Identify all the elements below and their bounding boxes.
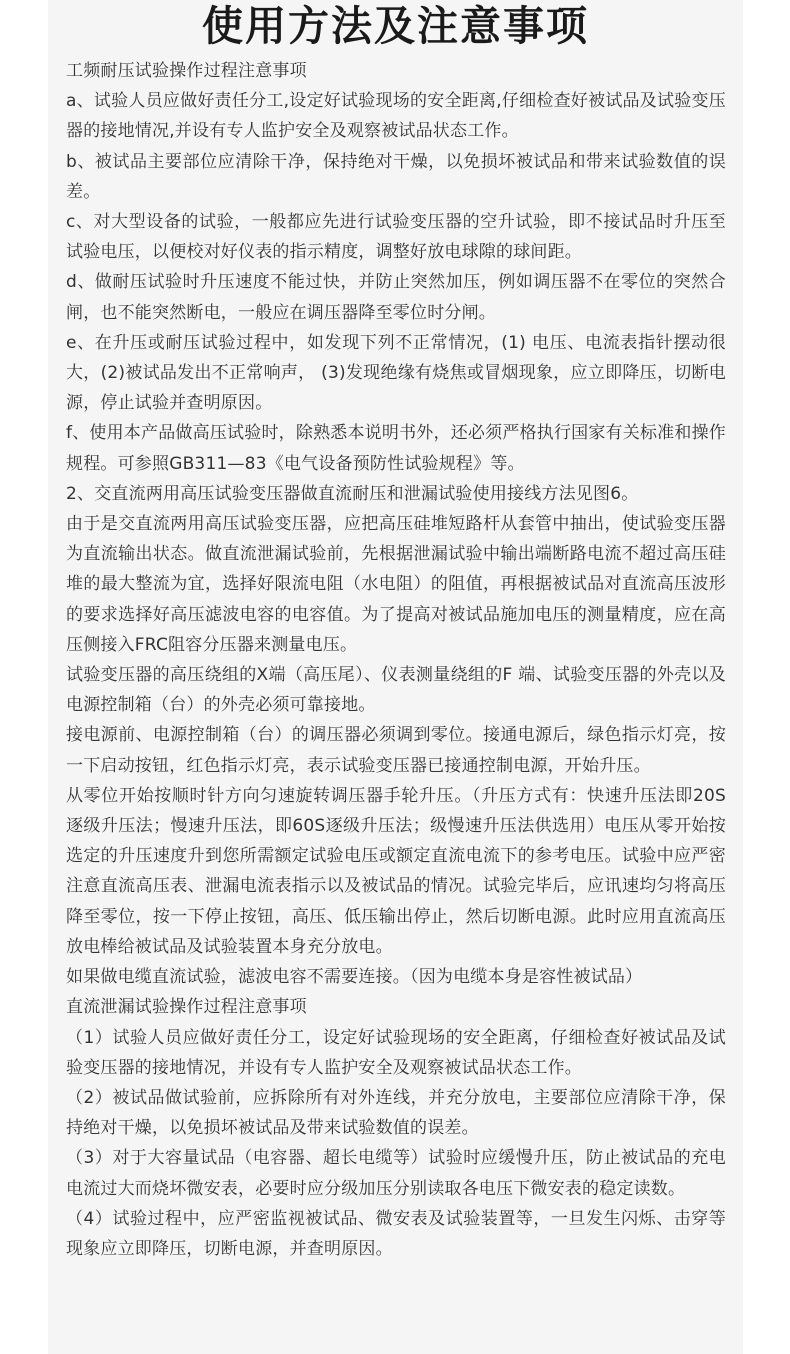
paragraph-item-b: b、被试品主要部位应清除干净，保持绝对干燥，以免损坏被试品和带来试验数值的误差。	[66, 151, 726, 202]
instructions-body	[66, 56, 726, 1264]
paragraph-dc-setup: 由于是交直流两用高压试验变压器，应把高压硅堆短路杆从套管中抽出，使试验变压器为直流输出状态。做直流泄漏试验前，先根据泄漏试验中输出端断路电流不超过高压硅堆的最大整流为宜，选择好限流电阻（水电阻）的阻值，再根据被试品对直流高压波形的要求选择好高压滤波电容的电容值。为了提高对被试品施加电压的测量精度，应在高压侧接入FRC阻容分压器来测量电压。	[66, 514, 726, 655]
paragraph-boost-procedure: 从零位开始按顺时针方向匀速旋转调压器手轮升压。（升压方式有：快速升压法即20S逐级升压法；慢速升压法，即60S逐级升压法；级慢速升压法供选用）电压从零开始按选定的升压速度升到您所需额定试验电压或额定直流电流下的参考电压。试验中应严密注意直流高压表、泄漏电流表指示以及被试品的情况。试验完毕后，应讯速均匀将高压降至零位，按一下停止按钮，高压、低压输出停止，然后切断电源。此时应用直流高压放电棒给被试品及试验装置本身充分放电。	[66, 785, 726, 957]
paragraph-item-a: a、试验人员应做好责任分工,设定好试验现场的安全距离,仔细检查好被试品及试验变压器的接地情况,并设有专人监护安全及观察被试品状态工作。	[66, 91, 726, 142]
paragraph-item-f: f、使用本产品做高压试验时，除熟悉本说明书外，还必须严格执行国家有关标准和操作规程。可参照GB311—83《电气设备预防性试验规程》等。	[66, 423, 726, 474]
paragraph-item-e: e、在升压或耐压试验过程中，如发现下列不正常情况，(1) 电压、电流表指针摆动很大，(2)被试品发出不正常响声， (3)发现绝缘有烧焦或冒烟现象，应立即降压，切断电源，停止试验并查明原因。	[66, 332, 726, 414]
page-title: 使用方法及注意事项	[202, 2, 589, 50]
paragraph-dc-item-3: （3）对于大容量试品（电容器、超长电缆等）试验时应缓慢升压，防止被试品的充电电流过大而烧坏微安表，必要时应分级加压分别读取各电压下微安表的稳定读数。	[66, 1148, 726, 1199]
paragraph-dc-item-4: （4）试验过程中，应严密监视被试品、微安表及试验装置等，一旦发生闪烁、击穿等现象应立即降压，切断电源，并查明原因。	[66, 1208, 726, 1259]
paragraph-dc-item-1: （1）试验人员应做好责任分工，设定好试验现场的安全距离，仔细检查好被试品及试验变压器的接地情况，并设有专人监护安全及观察被试品状态工作。	[66, 1027, 726, 1078]
paragraph-section-heading-dc: 直流泄漏试验操作过程注意事项	[66, 997, 307, 1018]
paragraph-dc-item-2: （2）被试品做试验前，应拆除所有对外连线，并充分放电，主要部位应清除干净，保持绝对干燥，以免损坏被试品及带来试验数值的误差。	[66, 1087, 726, 1139]
paragraph-cable-note: 如果做电缆直流试验，滤波电容不需要连接。（因为电缆本身是容性被试品）	[66, 967, 643, 988]
paragraph-grounding: 试验变压器的高压绕组的X端（高压尾）、仪表测量绕组的F 端、试验变压器的外壳以及电源控制箱（台）的外壳必须可靠接地。	[66, 665, 726, 716]
paragraph-section-heading-ac: 工频耐压试验操作过程注意事项	[66, 61, 307, 81]
paragraph-dc-wiring: 2、交直流两用高压试验变压器做直流耐压和泄漏试验使用接线方法见图6。	[66, 483, 639, 504]
paragraph-power-on: 接电源前、电源控制箱（台）的调压器必须调到零位。接通电源后，绿色指示灯亮，按一下启动按钮，红色指示灯亮，表示试验变压器已接通控制电源，开始升压。	[66, 725, 726, 776]
paragraph-item-c: c、对大型设备的试验，一般都应先进行试验变压器的空升试验，即不接试品时升压至试验电压，以便校对好仪表的指示精度，调整好放电球隙的球间距。	[66, 212, 726, 263]
paragraph-item-d: d、做耐压试验时升压速度不能过快，并防止突然加压，例如调压器不在零位的突然合闸，也不能突然断电，一般应在调压器降至零位时分闸。	[66, 272, 726, 323]
